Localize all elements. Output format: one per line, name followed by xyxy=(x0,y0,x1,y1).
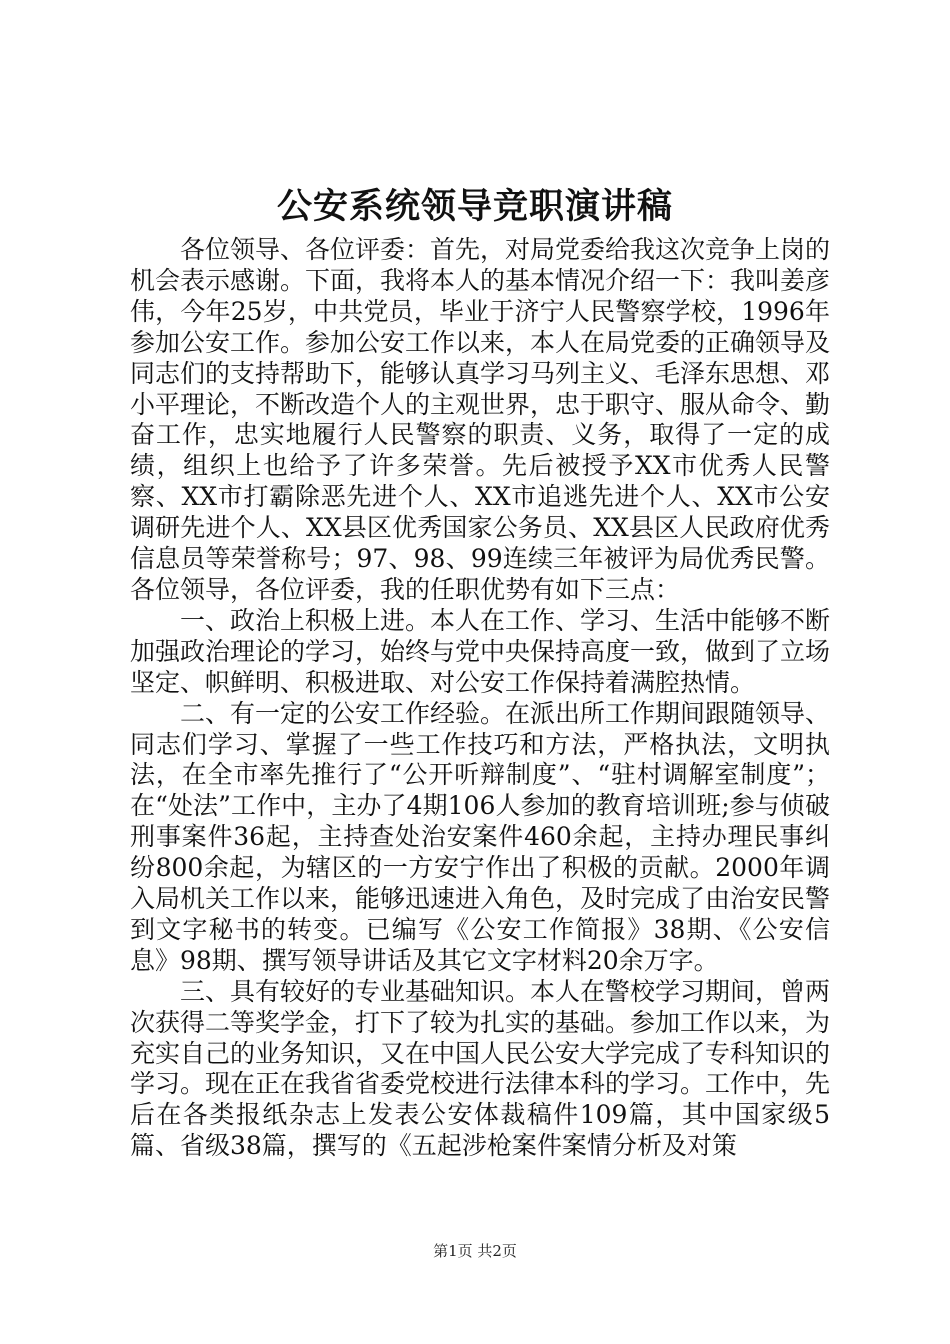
page-number-footer: 第1页 共2页 xyxy=(433,1242,517,1260)
document-title: 公安系统领导竞职演讲稿 xyxy=(276,186,673,227)
paragraph-point-one: 一、政治上积极上进。本人在工作、学习、生活中能够不断加强政治理论的学习，始终与党中央保持高度一致，做到了立场坚定、帜鲜明、积极进取、对公安工作保持着满腔热情。 xyxy=(130,605,831,697)
paragraph-intro: 各位领导、各位评委：首先，对局党委给我这次竞争上岗的机会表示感谢。下面，我将本人的基本情况介绍一下：我叫姜彦伟，今年25岁，中共党员，毕业于济宁人民警察学校，1996年参加公安工作。参加公安工作以来，本人在局党委的正确领导及同志们的支持帮助下，能够认真学习马列主义、毛泽东思想、邓小平理论，不断改造个人的主观世界，忠于职守、服从命令、勤奋工作，忠实地履行人民警察的职责、义务，取得了一定的成绩，组织上也给予了许多荣誉。先后被授予XX市优秀人民警察、XX市打霸除恶先进个人、XX市追逃先进个人、XX市公安调研先进个人、XX县区优秀国家公务员、XX县区人民政府优秀信息员等荣誉称号；97、98、99连续三年被评为局优秀民警。各位领导，各位评委，我的任职优势有如下三点： xyxy=(130,235,831,604)
paragraph-point-three: 三、具有较好的专业基础知识。本人在警校学习期间，曾两次获得二等奖学金，打下了较为扎实的基础。参加工作以来，为充实自己的业务知识，又在中国人民公安大学完成了专科知识的学习。现在正在我省省委党校进行法律本科的学习。工作中，先后在各类报纸杂志上发表公安体裁稿件109篇，其中国家级5篇、省级38篇，撰写的《五起涉枪案件案情分析及对策 xyxy=(130,976,831,1161)
document-body xyxy=(130,235,830,1162)
paragraph-point-two: 二、有一定的公安工作经验。在派出所工作期间跟随领导、同志们学习、掌握了一些工作技巧和方法，严格执法，文明执法，在全市率先推行了“公开听辩制度”、“驻村调解室制度”；在“处法”工作中，主办了4期106人参加的教育培训班;参与侦破刑事案件36起，主持查处治安案件460余起，主持办理民事纠纷800余起，为辖区的一方安宁作出了积极的贡献。2000年调入局机关工作以来，能够迅速进入角色，及时完成了由治安民警到文字秘书的转变。已编写《公安工作简报》38期、《公安信息》98期、撰写领导讲话及其它文字材料20余万字。 xyxy=(130,698,831,975)
